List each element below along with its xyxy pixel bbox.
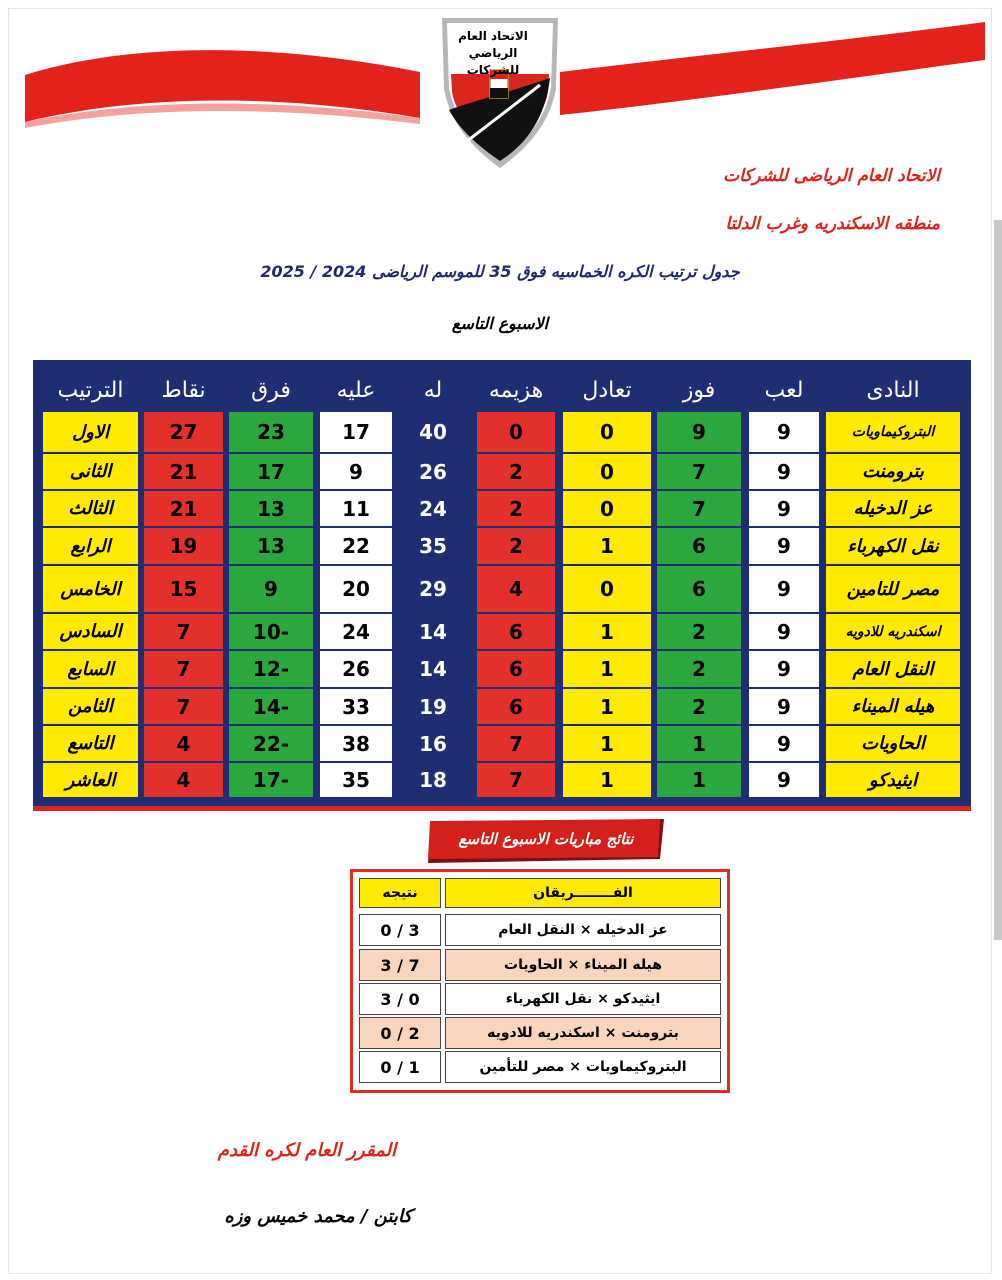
cell-rank: الثالث bbox=[43, 491, 138, 526]
header-points: نقاط bbox=[161, 377, 206, 403]
cell-diff: 13 bbox=[229, 491, 313, 526]
cell-goals-against: 33 bbox=[320, 689, 392, 724]
cell-loss: 2 bbox=[477, 528, 555, 564]
cell-diff: 13 bbox=[229, 528, 313, 564]
cell-diff: 17 bbox=[229, 454, 313, 489]
header-rank: الترتيب bbox=[57, 377, 124, 403]
cell-diff: 9 bbox=[229, 566, 313, 612]
cell-loss: 0 bbox=[477, 412, 555, 452]
cell-draw: 0 bbox=[563, 412, 651, 452]
cell-draw: 1 bbox=[563, 726, 651, 761]
header-club: النادى bbox=[866, 377, 920, 403]
cell-club: عز الدخيله bbox=[826, 491, 960, 526]
cell-goals-for: 29 bbox=[398, 566, 468, 612]
cell-club: مصر للتامين bbox=[826, 566, 960, 612]
cell-draw: 1 bbox=[563, 651, 651, 687]
cell-rank: الرابع bbox=[43, 528, 138, 564]
cell-club: ايثيدكو bbox=[826, 763, 960, 797]
results-header-teams: الفــــــــريقان bbox=[445, 878, 721, 908]
cell-club: النقل العام bbox=[826, 651, 960, 687]
cell-rank: السابع bbox=[43, 651, 138, 687]
cell-draw: 0 bbox=[563, 491, 651, 526]
cell-goals-against: 35 bbox=[320, 763, 392, 797]
cell-points: 7 bbox=[144, 614, 223, 649]
header-banner bbox=[0, 0, 1002, 170]
cell-draw: 1 bbox=[563, 528, 651, 564]
cell-rank: التاسع bbox=[43, 726, 138, 761]
org-name: الاتحاد العام الرياضى للشركات bbox=[723, 166, 940, 186]
result-row-score: 0 / 3 bbox=[359, 983, 441, 1015]
cell-rank: السادس bbox=[43, 614, 138, 649]
cell-draw: 1 bbox=[563, 614, 651, 649]
cell-win: 6 bbox=[657, 566, 741, 612]
cell-rank: الخامس bbox=[43, 566, 138, 612]
cell-goals-for: 40 bbox=[398, 412, 468, 452]
cell-played: 9 bbox=[749, 566, 819, 612]
cell-rank: الثانى bbox=[43, 454, 138, 489]
cell-win: 2 bbox=[657, 689, 741, 724]
cell-points: 19 bbox=[144, 528, 223, 564]
cell-goals-against: 24 bbox=[320, 614, 392, 649]
header-win: فوز bbox=[682, 377, 716, 403]
cell-club: هيله الميناء bbox=[826, 689, 960, 724]
cell-diff: 23 bbox=[229, 412, 313, 452]
cell-diff: -17 bbox=[229, 763, 313, 797]
result-row-teams: عز الدخيله × النقل العام bbox=[445, 914, 721, 946]
table-title: جدول ترتيب الكره الخماسيه فوق 35 للموسم الرياضى 2024 / 2025 bbox=[260, 262, 740, 281]
cell-played: 9 bbox=[749, 528, 819, 564]
cell-club: نقل الكهرباء bbox=[826, 528, 960, 564]
result-row-score: 3 / 0 bbox=[359, 914, 441, 946]
cell-loss: 7 bbox=[477, 726, 555, 761]
footer-role: المقرر العام لكره القدم bbox=[217, 1140, 396, 1161]
cell-points: 21 bbox=[144, 454, 223, 489]
cell-points: 7 bbox=[144, 651, 223, 687]
cell-draw: 1 bbox=[563, 689, 651, 724]
cell-win: 1 bbox=[657, 763, 741, 797]
cell-club: بترومنت bbox=[826, 454, 960, 489]
cell-win: 6 bbox=[657, 528, 741, 564]
cell-loss: 4 bbox=[477, 566, 555, 612]
cell-played: 9 bbox=[749, 763, 819, 797]
cell-rank: الثامن bbox=[43, 689, 138, 724]
cell-club: اسكندريه للادويه bbox=[826, 614, 960, 649]
result-row-teams: هيله الميناء × الحاويات bbox=[445, 949, 721, 981]
cell-goals-for: 26 bbox=[398, 454, 468, 489]
cell-played: 9 bbox=[749, 491, 819, 526]
cell-points: 4 bbox=[144, 763, 223, 797]
cell-points: 15 bbox=[144, 566, 223, 612]
cell-loss: 7 bbox=[477, 763, 555, 797]
header-played: لعب bbox=[764, 377, 804, 403]
cell-goals-against: 22 bbox=[320, 528, 392, 564]
cell-loss: 6 bbox=[477, 651, 555, 687]
results-table bbox=[350, 869, 730, 1093]
cell-goals-against: 26 bbox=[320, 651, 392, 687]
cell-win: 1 bbox=[657, 726, 741, 761]
cell-draw: 0 bbox=[563, 454, 651, 489]
cell-points: 27 bbox=[144, 412, 223, 452]
cell-goals-against: 17 bbox=[320, 412, 392, 452]
results-banner-title: نتائج مباريات الاسبوع التاسع bbox=[458, 830, 634, 848]
cell-loss: 2 bbox=[477, 454, 555, 489]
cell-goals-for: 14 bbox=[398, 614, 468, 649]
cell-goals-against: 38 bbox=[320, 726, 392, 761]
standings-table bbox=[33, 360, 971, 811]
cell-win: 2 bbox=[657, 651, 741, 687]
cell-loss: 6 bbox=[477, 689, 555, 724]
cell-rank: الاول bbox=[43, 412, 138, 452]
cell-played: 9 bbox=[749, 651, 819, 687]
header-draw: تعادل bbox=[582, 377, 632, 403]
cell-win: 7 bbox=[657, 491, 741, 526]
header-diff: فرق bbox=[251, 377, 291, 403]
cell-club: البتروكيماويات bbox=[826, 412, 960, 452]
logo-text: الاتحاد العام الرياضي للشركات bbox=[458, 29, 528, 77]
result-row-score: 1 / 0 bbox=[359, 1051, 441, 1083]
cell-draw: 0 bbox=[563, 566, 651, 612]
cell-loss: 2 bbox=[477, 491, 555, 526]
cell-played: 9 bbox=[749, 614, 819, 649]
result-row-score: 7 / 3 bbox=[359, 949, 441, 981]
cell-diff: -12 bbox=[229, 651, 313, 687]
cell-win: 2 bbox=[657, 614, 741, 649]
cell-played: 9 bbox=[749, 454, 819, 489]
result-row-score: 2 / 0 bbox=[359, 1017, 441, 1049]
cell-rank: العاشر bbox=[43, 763, 138, 797]
cell-played: 9 bbox=[749, 412, 819, 452]
result-row-teams: البتروكيماويات × مصر للتأمين bbox=[445, 1051, 721, 1083]
cell-goals-for: 35 bbox=[398, 528, 468, 564]
cell-goals-against: 9 bbox=[320, 454, 392, 489]
cell-win: 9 bbox=[657, 412, 741, 452]
cell-played: 9 bbox=[749, 726, 819, 761]
footer-signature-name: كابتن / محمد خميس وزه bbox=[224, 1206, 412, 1227]
cell-goals-against: 11 bbox=[320, 491, 392, 526]
cell-points: 7 bbox=[144, 689, 223, 724]
cell-draw: 1 bbox=[563, 763, 651, 797]
result-row-teams: ايثيدكو × نقل الكهرباء bbox=[445, 983, 721, 1015]
cell-win: 7 bbox=[657, 454, 741, 489]
header-goals-against: عليه bbox=[336, 377, 376, 403]
results-header-score: نتيجه bbox=[359, 878, 441, 908]
header-loss: هزيمه bbox=[488, 377, 544, 403]
cell-points: 4 bbox=[144, 726, 223, 761]
cell-club: الحاويات bbox=[826, 726, 960, 761]
cell-diff: -10 bbox=[229, 614, 313, 649]
cell-goals-for: 24 bbox=[398, 491, 468, 526]
cell-goals-for: 14 bbox=[398, 651, 468, 687]
result-row-teams: بترومنت × اسكندريه للادويه bbox=[445, 1017, 721, 1049]
cell-loss: 6 bbox=[477, 614, 555, 649]
header-goals-for: له bbox=[423, 377, 443, 403]
cell-goals-for: 19 bbox=[398, 689, 468, 724]
week-label: الاسبوع التاسع bbox=[451, 314, 549, 333]
cell-goals-for: 18 bbox=[398, 763, 468, 797]
cell-goals-for: 16 bbox=[398, 726, 468, 761]
cell-goals-against: 20 bbox=[320, 566, 392, 612]
region-name: منطقه الاسكندريه وغرب الدلتا bbox=[725, 214, 940, 234]
cell-points: 21 bbox=[144, 491, 223, 526]
scrollbar[interactable] bbox=[994, 220, 1002, 940]
cell-diff: -14 bbox=[229, 689, 313, 724]
cell-played: 9 bbox=[749, 689, 819, 724]
cell-diff: -22 bbox=[229, 726, 313, 761]
